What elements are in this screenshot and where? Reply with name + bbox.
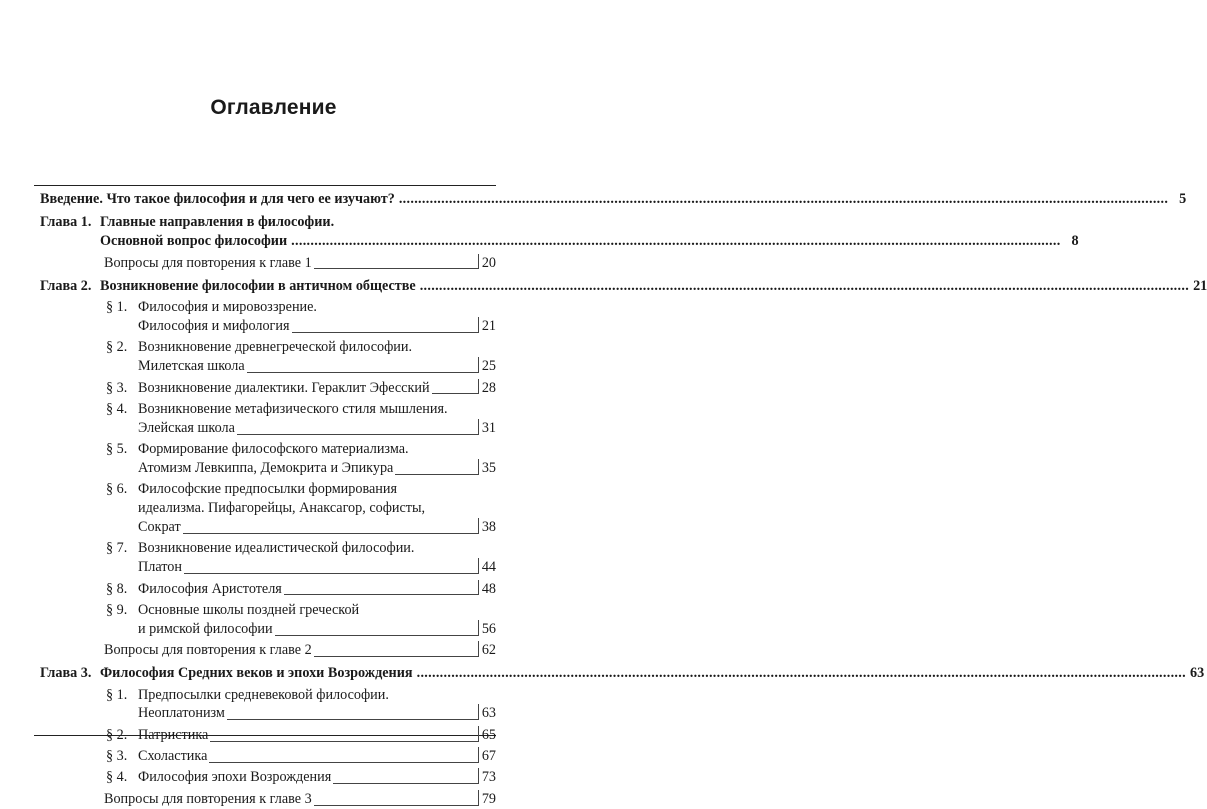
toc-entry-text: Философия Аристотеля xyxy=(138,580,282,597)
page-number: 38 xyxy=(481,518,496,535)
page-number: 20 xyxy=(481,254,496,271)
toc-entry-label: § 2. xyxy=(106,726,128,743)
toc-entry-text: Неоплатонизм xyxy=(138,705,225,722)
leader-line xyxy=(395,459,478,475)
leader-line xyxy=(314,641,479,657)
leader-line xyxy=(292,317,479,333)
toc-entry-text: Формирование философского материализма. xyxy=(138,441,409,457)
toc-entry-text: Основной вопрос философии xyxy=(100,233,288,250)
page-number: 62 xyxy=(481,642,496,658)
leader-line xyxy=(183,518,479,534)
page-number: 21 xyxy=(1193,277,1207,294)
toc-entry-text: Предпосылки средневековой философии. xyxy=(138,686,389,703)
toc-entry-text: Философия эпохи Возрождения xyxy=(138,769,332,786)
toc-entry-label: § 8. xyxy=(106,580,128,597)
page-number: 67 xyxy=(481,748,496,765)
toc-entry-text: Схоластика xyxy=(138,748,208,765)
leader-line xyxy=(247,357,479,373)
toc-entry-text: Платон xyxy=(138,559,182,576)
leader-line xyxy=(432,379,479,395)
toc-entry-text: Возникновение идеалистической философии. xyxy=(138,540,415,557)
dot-leader: ........................................................................................................................................................................................................ xyxy=(419,277,1190,294)
dot-leader: ........................................................................................................................................................................................................ xyxy=(291,233,1061,250)
toc-entry-text: Возникновение древнегреческой философии. xyxy=(138,339,413,356)
toc-entry-text: Философия и мировоззрение. xyxy=(138,299,317,316)
toc-entry-s2_5[interactable] xyxy=(34,440,496,478)
dot-leader: ........................................................................................................................................................................................................ xyxy=(398,191,1169,207)
page-number: 48 xyxy=(481,580,496,597)
leader-line xyxy=(209,747,478,763)
top-rule xyxy=(34,185,496,186)
toc-entry-s2_9[interactable] xyxy=(34,601,496,639)
toc-entry-text: Философия и мифология xyxy=(138,317,290,334)
leader-line xyxy=(284,580,479,596)
page-title: Оглавление xyxy=(210,96,337,119)
toc-entry-q2[interactable] xyxy=(34,641,496,660)
toc-entry-label: § 1. xyxy=(106,299,128,316)
page-number: 31 xyxy=(481,419,496,436)
toc-entry-text: Сократ xyxy=(138,518,181,535)
toc-entry-label: § 7. xyxy=(106,540,128,557)
toc-entry-s2_8[interactable] xyxy=(34,580,496,599)
leader-line xyxy=(237,419,479,435)
dot-leader: ........................................................................................................................................................................................................ xyxy=(416,665,1186,682)
toc-entry-text: Философия Средних веков и эпохи Возрождения xyxy=(100,665,413,682)
toc-entry-label: § 2. xyxy=(106,339,128,356)
page-number: 28 xyxy=(481,379,496,396)
toc-entry-s3_4[interactable] xyxy=(34,768,496,787)
toc-entry-text: Патристика xyxy=(138,726,209,743)
page-number: 25 xyxy=(481,358,496,375)
toc-entry-s2_3[interactable] xyxy=(34,379,496,398)
leader-line xyxy=(314,790,479,806)
toc-entry-text: Вопросы для повторения к главе 3 xyxy=(104,790,312,807)
page-number: 44 xyxy=(481,559,496,576)
leader-line xyxy=(184,558,479,574)
toc-entry-label: Глава 1. xyxy=(40,214,92,231)
toc-entry-s2_4[interactable] xyxy=(34,400,496,438)
toc-entry-intro[interactable] xyxy=(34,190,1187,209)
toc-entry-label: § 5. xyxy=(106,441,128,457)
leader-line xyxy=(314,254,479,270)
toc-entry-text: Милетская школа xyxy=(138,358,245,375)
leader-line xyxy=(227,704,479,720)
toc-entry-text: Элейская школа xyxy=(138,419,235,436)
page-number: 63 xyxy=(1189,665,1205,682)
toc-entry-label: § 4. xyxy=(106,769,128,786)
page-number: 65 xyxy=(481,726,496,743)
toc-entry-text: Возникновение диалектики. Гераклит Эфесский xyxy=(138,379,430,396)
toc-entry-label: Глава 2. xyxy=(40,277,92,294)
toc-entry-label: § 6. xyxy=(106,481,128,498)
toc-entry-s2_6[interactable] xyxy=(34,480,496,537)
leader-line xyxy=(333,768,479,784)
toc-entry-label: § 9. xyxy=(106,601,128,618)
page-number: 35 xyxy=(481,459,496,476)
page-number: 21 xyxy=(481,317,496,334)
toc-entry-ch3[interactable] xyxy=(34,664,1205,683)
toc-entry-text: Вопросы для повторения к главе 1 xyxy=(104,254,312,271)
toc-entry-text: Главные направления в философии. xyxy=(100,214,335,231)
toc-entry-text: Атомизм Левкиппа, Демокрита и Эпикура xyxy=(138,459,394,476)
page-number: 73 xyxy=(481,769,496,786)
toc-entry-s2_7[interactable] xyxy=(34,539,496,577)
toc-entry-s3_1[interactable] xyxy=(34,686,496,724)
toc-entry-text: Вопросы для повторения к главе 2 xyxy=(104,642,312,658)
toc-entry-s2_2[interactable] xyxy=(34,338,496,376)
toc-entry-text: Основные школы поздней греческой xyxy=(138,601,360,618)
page-number: 56 xyxy=(481,620,496,637)
page-number: 5 xyxy=(1179,191,1187,207)
toc-entry-text: Возникновение метафизического стиля мышления. xyxy=(138,400,448,417)
leader-line xyxy=(275,620,479,636)
page-number: 8 xyxy=(1071,233,1079,250)
toc-entry-text: и римской философии xyxy=(138,620,273,637)
toc-entry-label: § 3. xyxy=(106,379,128,396)
toc-entry-ch2[interactable] xyxy=(34,277,1207,296)
page-number: 63 xyxy=(481,705,496,722)
page-number: 79 xyxy=(481,790,496,807)
toc-entry-s2_1[interactable] xyxy=(34,298,496,336)
toc-entry-label: § 4. xyxy=(106,400,128,417)
toc-entry-s3_3[interactable] xyxy=(34,747,496,766)
toc-entry-text: Возникновение философии в античном обществе xyxy=(100,277,416,294)
leader-line xyxy=(210,726,479,742)
toc-entry-s3_2[interactable] xyxy=(34,726,496,745)
toc-entry-text: идеализма. Пифагорейцы, Анаксагор, софисты, xyxy=(138,500,426,517)
toc-entry-q3[interactable] xyxy=(34,790,496,809)
toc-entry-label: § 1. xyxy=(106,686,128,703)
toc-entry-text: Введение. Что такое философия и для чего ее изучают? xyxy=(40,191,395,207)
toc-entry-q1[interactable] xyxy=(34,254,496,273)
toc-entry-ch1[interactable] xyxy=(34,213,1079,251)
toc-entry-text: Философские предпосылки формирования xyxy=(138,481,397,498)
toc-entry-label: § 3. xyxy=(106,748,128,765)
toc-entry-label: Глава 3. xyxy=(40,665,92,682)
